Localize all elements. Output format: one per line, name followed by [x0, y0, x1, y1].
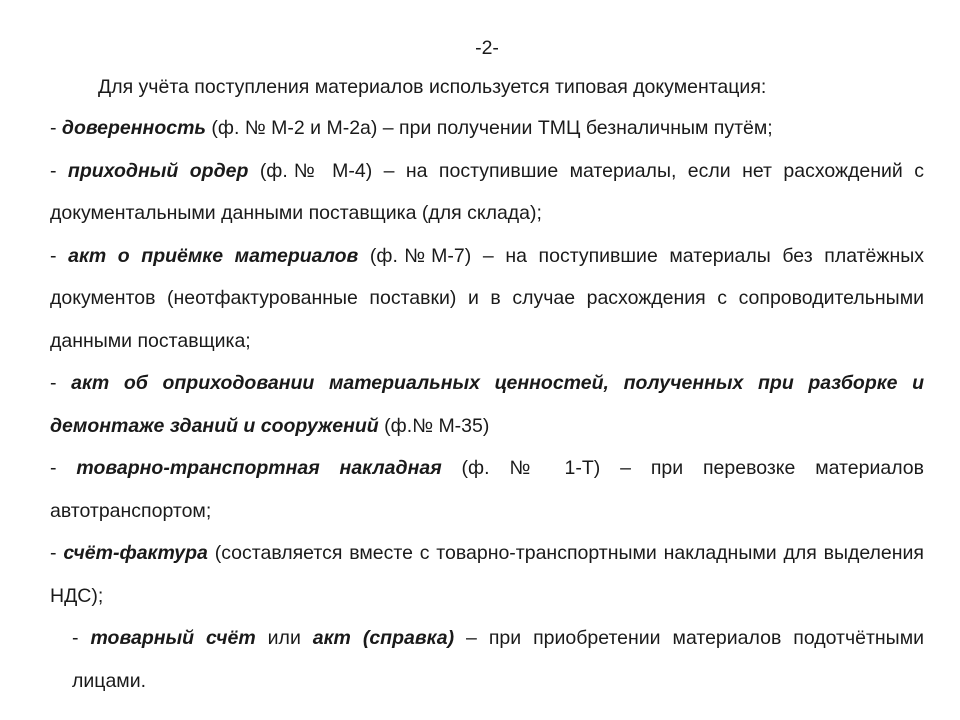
item-prefix: -: [50, 159, 68, 182]
item-term-1: товарный счёт: [90, 627, 256, 649]
item-prefix: -: [50, 457, 77, 479]
item-prefix: -: [50, 372, 72, 394]
list-item: [50, 235, 924, 363]
item-term: акт об оприходовании материальных ценностей, полученных при разборке и демонтаже зданий и сооружений: [50, 372, 925, 437]
intro-paragraph: Для учёта поступления материалов используется типовая документация:: [98, 76, 767, 98]
item-prefix: -: [72, 627, 91, 649]
item-text: (ф.№ М-4) – на поступившие материалы, если нет расхождений с документальными данными поставщика (для склада);: [50, 159, 924, 224]
list-item-last: [50, 617, 924, 702]
item-prefix: -: [50, 542, 64, 564]
item-term-2: акт (справка): [312, 627, 455, 649]
item-term: доверенность: [61, 117, 207, 139]
list-item: [50, 107, 924, 150]
item-term: счёт-фактура: [63, 542, 208, 564]
item-term: акт о приёмке материалов: [68, 244, 359, 267]
list-item: [50, 362, 924, 447]
item-text: (ф.№ М-35): [378, 414, 490, 437]
list-item: [50, 532, 924, 617]
item-text: (ф.№М-7) – на поступившие материалы без платёжных документов (неотфактурованные поставки) и в случае расхождения с сопроводительными данными поставщика;: [50, 244, 924, 352]
item-text: – при приобретении материалов подотчётными лицами.: [72, 627, 924, 692]
item-connector: или: [255, 627, 313, 649]
item-text: (составляется вместе с товарно-транспортными накладными для выделения НДС);: [50, 542, 924, 607]
list-item: [50, 447, 924, 532]
list-item: [50, 150, 924, 235]
item-prefix: -: [50, 244, 69, 267]
item-prefix: -: [50, 117, 62, 139]
item-text: (ф. № М-2 и М-2а) – при получении ТМЦ безналичным путём;: [206, 117, 773, 139]
item-term: приходный ордер: [67, 159, 249, 182]
item-text: (ф. № 1-Т) – при перевозке материалов автотранспортом;: [50, 457, 924, 522]
page-number: -2-: [475, 37, 499, 59]
item-term: товарно-транспортная накладная: [76, 457, 442, 479]
